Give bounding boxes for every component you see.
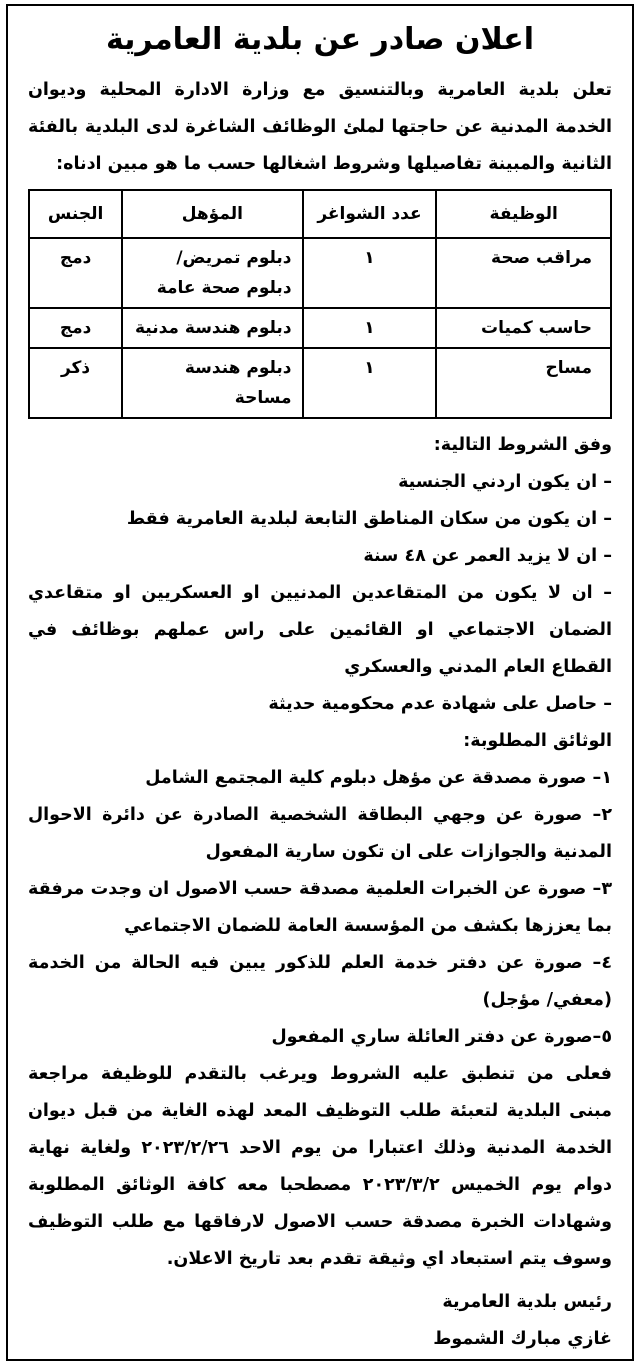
signature-name: غازي مبارك الشموط	[433, 1329, 612, 1349]
document-item: ٢– صورة عن وجهي البطاقة الشخصية الصادرة عن دائرة الاحوال المدنية والجوازات على ان تكون سارية المفعول	[28, 805, 612, 862]
closing-paragraph: فعلى من تنطبق عليه الشروط ويرغب بالتقدم للوظيفة مراجعة مبنى البلدية لتعبئة طلب التوظيف المعد لهذه الغاية من قبل ديوان الخدمة المدنية وذلك اعتبارا من يوم الاحد ٢٠٢٣/٢/٢٦ ولغاية نهاية دوام يوم الخميس ٢٠٢٣/٣/٢ مصطحبا معه كافة الوثائق المطلوبة وشهادات الخبرة مصدقة حسب الاصول لارفاقها مع طلب التوظيف وسوف يتم استبعاد اي وثيقة تقدم بعد تاريخ الاعلان.	[28, 1064, 612, 1269]
condition-item: – حاصل على شهادة عدم محكومية حديثة	[268, 694, 612, 714]
row-count: ١	[303, 348, 437, 418]
table-row	[29, 308, 611, 348]
row-gender: دمج	[29, 238, 122, 308]
row-job: حاسب كميات	[436, 308, 611, 348]
condition-item: – ان لا يكون من المتقاعدين المدنيين او العسكريين او متقاعدي الضمان الاجتماعي او القائمين على راس عملهم بوظائف في القطاع العام المدني والعسكري	[28, 583, 612, 677]
row-job: مساح	[436, 348, 611, 418]
row-gender: ذكر	[29, 348, 122, 418]
row-count: ١	[303, 308, 437, 348]
conditions-heading: وفق الشروط التالية:	[433, 435, 612, 455]
header-job: الوظيفة	[436, 190, 611, 238]
table-row	[29, 348, 611, 418]
table-header-row	[29, 190, 611, 238]
announcement-document	[6, 4, 634, 1361]
row-qualification: دبلوم هندسة مساحة	[122, 348, 302, 418]
documents-heading: الوثائق المطلوبة:	[463, 731, 612, 751]
condition-item: – ان يكون اردني الجنسية	[398, 472, 612, 492]
row-gender: دمج	[29, 308, 122, 348]
vacancies-table	[28, 189, 612, 419]
signature-block	[28, 1284, 612, 1358]
intro-paragraph: تعلن بلدية العامرية وبالتنسيق مع وزارة الادارة المحلية وديوان الخدمة المدنية عن حاجتها لملئ الوظائف الشاغرة لدى البلدية بالفئة الثانية والمبينة تفاصيلها وشروط اشغالها حسب ما هو مبين ادناه:	[28, 80, 612, 174]
announcement-title: اعلان صادر عن بلدية العامرية	[105, 22, 535, 57]
document-item: ١– صورة مصدقة عن مؤهل دبلوم كلية المجتمع الشامل	[145, 768, 612, 788]
header-gender: الجنس	[29, 190, 122, 238]
document-item: ٤– صورة عن دفتر خدمة العلم للذكور يبين فيه الحالة من الخدمة (معفي/ مؤجل)	[28, 953, 612, 1010]
condition-item: – ان يكون من سكان المناطق التابعة لبلدية العامرية فقط	[126, 509, 612, 529]
header-count: عدد الشواغر	[303, 190, 437, 238]
row-qualification: دبلوم هندسة مدنية	[122, 308, 302, 348]
table-row	[29, 238, 611, 308]
signature-role: رئيس بلدية العامرية	[442, 1292, 612, 1312]
document-item: ٥–صورة عن دفتر العائلة ساري المفعول	[271, 1027, 612, 1047]
row-count: ١	[303, 238, 437, 308]
condition-item: – ان لا يزيد العمر عن ٤٨ سنة	[363, 546, 612, 566]
row-qualification: دبلوم تمريض/ دبلوم صحة عامة	[122, 238, 302, 308]
document-item: ٣– صورة عن الخبرات العلمية مصدقة حسب الاصول ان وجدت مرفقة بما يعززها بكشف من المؤسسة العامة للضمان الاجتماعي	[28, 879, 612, 936]
row-job: مراقب صحة	[436, 238, 611, 308]
header-qualification: المؤهل	[122, 190, 302, 238]
